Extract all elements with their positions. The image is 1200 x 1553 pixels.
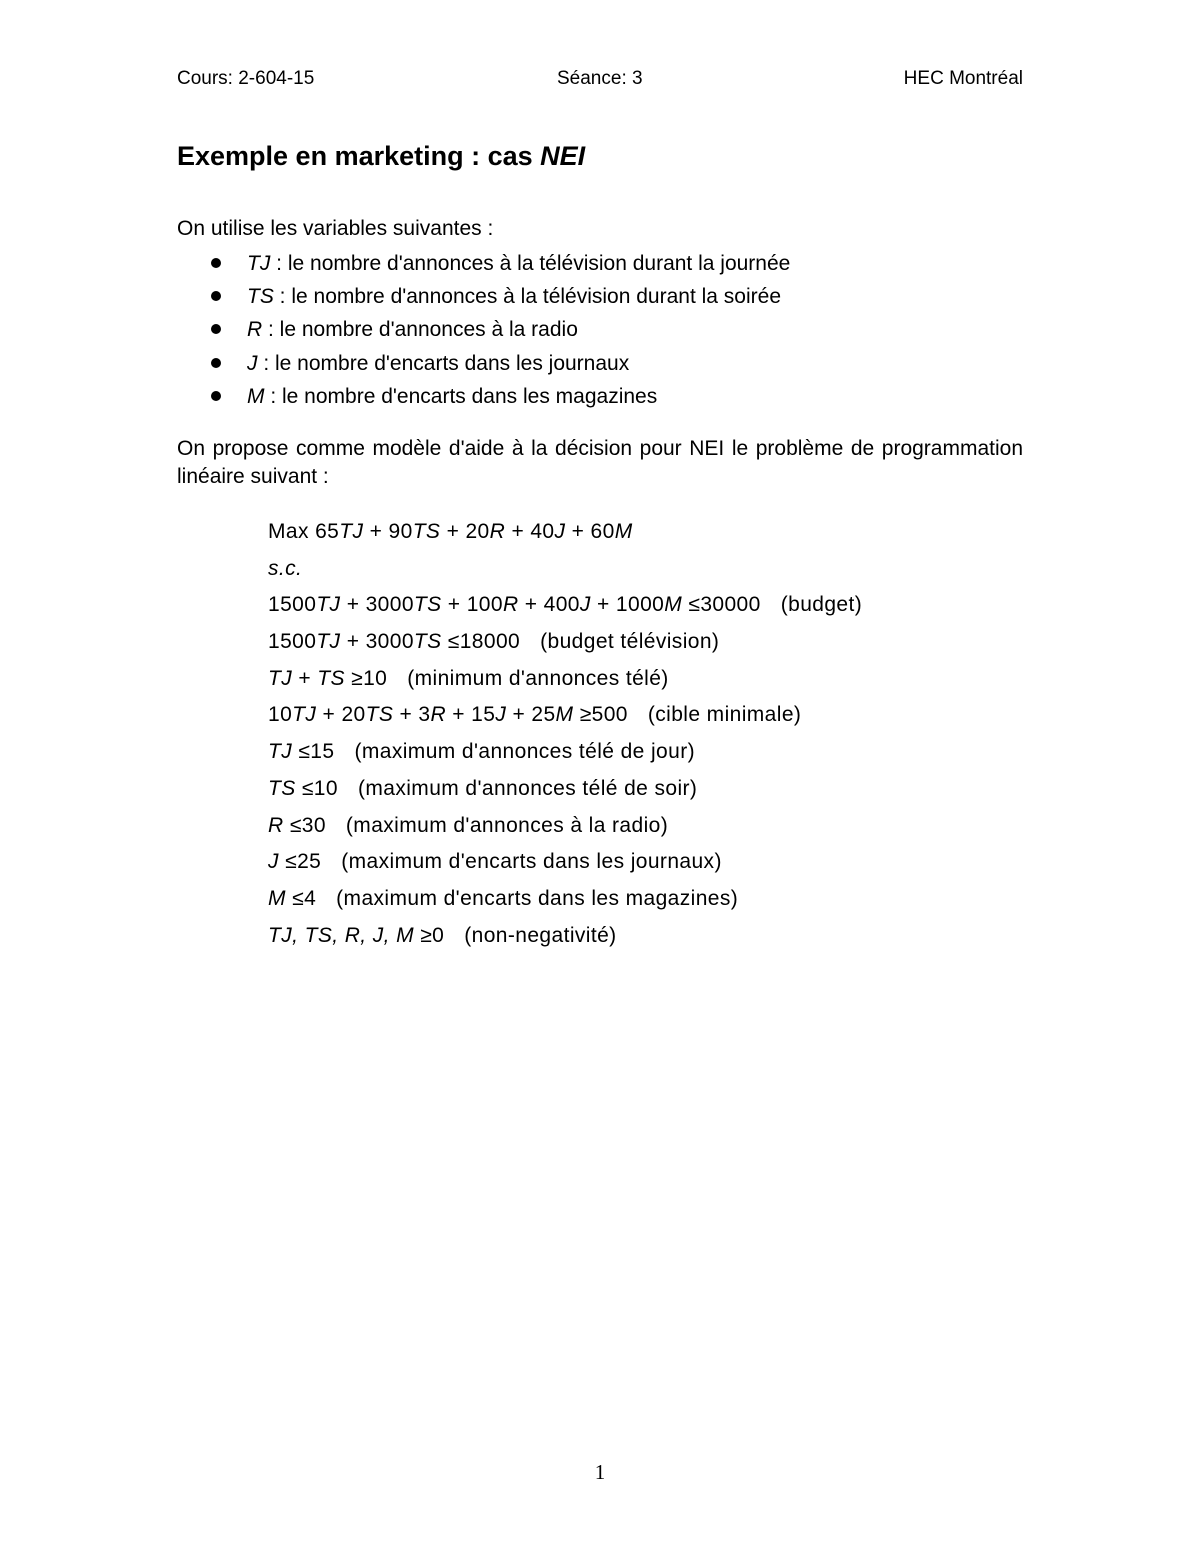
page-title bbox=[177, 141, 585, 172]
expr-term: ≤18000 bbox=[441, 630, 521, 654]
variable-description: : le nombre d'annonces à la télévision durant la journée bbox=[270, 252, 791, 275]
expr-term: + 1000 bbox=[590, 593, 665, 617]
expr-term: + 3 bbox=[393, 703, 431, 727]
expr-term: M bbox=[614, 520, 633, 543]
expr-term: ≥500 bbox=[573, 703, 628, 727]
variable-description: : le nombre d'encarts dans les journaux bbox=[257, 351, 630, 375]
expr-term: ≤25 bbox=[278, 850, 322, 874]
variable-item bbox=[177, 249, 790, 282]
expr-term: TJ bbox=[339, 520, 364, 543]
expr-term: J bbox=[268, 850, 279, 874]
expr-term: + 15 bbox=[446, 703, 496, 727]
expr-term: ≤30000 bbox=[682, 593, 761, 617]
constraint-line bbox=[268, 699, 862, 736]
constraint-line bbox=[268, 736, 862, 773]
variable-item bbox=[177, 382, 790, 415]
constraint-note: (cible minimale) bbox=[647, 703, 802, 727]
expr-term: ≥0 bbox=[414, 923, 445, 947]
bullet-icon bbox=[211, 324, 221, 334]
expr-term: + 20 bbox=[316, 703, 366, 727]
expr-term: M bbox=[555, 703, 574, 727]
expr-term: ≤30 bbox=[283, 813, 326, 837]
expr-term: R bbox=[502, 593, 519, 617]
expr-term: TJ bbox=[292, 703, 317, 727]
title-prefix: Exemple en marketing : cas bbox=[177, 141, 541, 171]
expr-term: R bbox=[430, 703, 447, 727]
constraint-line bbox=[268, 883, 862, 920]
constraint-note: (maximum d'annonces télé de jour) bbox=[354, 740, 695, 764]
expr-term: + 100 bbox=[441, 593, 503, 617]
variable-symbol: J bbox=[247, 351, 258, 375]
expr-term: + 20 bbox=[440, 520, 490, 543]
constraint-note: (maximum d'annonces à la radio) bbox=[345, 813, 669, 837]
expr-term: M bbox=[268, 886, 286, 910]
expr-term: TS bbox=[268, 776, 296, 800]
expr-term: J bbox=[554, 520, 566, 543]
expr-term: + 400 bbox=[518, 593, 580, 617]
bullet-icon bbox=[211, 391, 221, 401]
expr-term: TS bbox=[412, 520, 441, 543]
expr-term: TS bbox=[365, 703, 394, 727]
expr-term: R bbox=[489, 520, 506, 543]
expr-term: + 90 bbox=[363, 520, 413, 543]
constraint-note: (maximum d'annonces télé de soir) bbox=[357, 776, 698, 800]
expr-term: + 60 bbox=[565, 520, 615, 543]
variable-item bbox=[177, 349, 790, 382]
expr-term: ≥10 bbox=[344, 666, 388, 690]
intro-text: On utilise les variables suivantes : bbox=[177, 217, 494, 240]
model-description: On propose comme modèle d'aide à la décision pour NEI le problème de programmation linéaire suivant : bbox=[177, 437, 1023, 488]
page-header bbox=[177, 68, 1023, 94]
subject-to-label bbox=[268, 553, 862, 590]
expr-term: + 3000 bbox=[340, 630, 414, 654]
expr-term: TJ bbox=[268, 666, 293, 690]
expr-term: ≤15 bbox=[292, 740, 335, 764]
variable-symbol: M bbox=[247, 384, 265, 408]
variable-item bbox=[177, 282, 790, 315]
expr-term: 1500 bbox=[268, 630, 317, 654]
constraint-line bbox=[268, 810, 862, 847]
subject-to-text: s.c. bbox=[268, 556, 303, 580]
constraint-line bbox=[268, 846, 862, 883]
header-session: Séance: 3 bbox=[557, 68, 643, 89]
expr-term: TS bbox=[413, 630, 442, 654]
expr-term: TS bbox=[413, 593, 442, 617]
expr-term: M bbox=[664, 593, 683, 617]
title-case-name: NEI bbox=[540, 141, 586, 171]
expr-term: J bbox=[579, 593, 591, 617]
expr-term: Max 65 bbox=[268, 520, 340, 543]
bullet-icon bbox=[211, 358, 221, 368]
expr-term: R bbox=[268, 813, 284, 837]
expr-term: TJ bbox=[316, 630, 341, 654]
constraint-note: (non-negativité) bbox=[464, 923, 617, 947]
expr-term: TJ bbox=[316, 593, 341, 617]
constraint-note: (maximum d'encarts dans les magazines) bbox=[336, 886, 739, 910]
expr-term: 1500 bbox=[268, 593, 317, 617]
constraint-note: (budget) bbox=[780, 593, 863, 617]
expr-term: + 25 bbox=[506, 703, 556, 727]
expr-term: + bbox=[292, 666, 318, 690]
constraint-note: (minimum d'annonces télé) bbox=[407, 666, 669, 690]
constraint-line bbox=[268, 920, 862, 957]
expr-term: ≤4 bbox=[285, 886, 317, 910]
variable-symbol: R bbox=[247, 318, 263, 342]
objective-function bbox=[268, 516, 862, 553]
expr-term: + 3000 bbox=[340, 593, 414, 617]
expr-term: TJ, TS, R, J, M bbox=[268, 923, 414, 947]
bullet-icon bbox=[211, 291, 221, 301]
expr-term: TJ bbox=[268, 740, 293, 764]
variable-description: : le nombre d'annonces à la radio bbox=[262, 318, 578, 342]
bullet-icon bbox=[211, 258, 221, 268]
expr-term: J bbox=[495, 703, 507, 727]
page-number: 1 bbox=[594, 1460, 606, 1484]
constraint-line bbox=[268, 773, 862, 810]
header-institution: HEC Montréal bbox=[903, 68, 1023, 89]
linear-program-model bbox=[268, 516, 862, 956]
variables-list bbox=[177, 249, 790, 415]
variable-item bbox=[177, 315, 790, 348]
constraint-line bbox=[268, 626, 862, 663]
constraint-line bbox=[268, 663, 862, 700]
expr-term: 10 bbox=[268, 703, 293, 727]
variable-description: : le nombre d'annonces à la télévision durant la soirée bbox=[273, 285, 781, 309]
header-course: Cours: 2-604-15 bbox=[177, 68, 315, 89]
expr-term: TS bbox=[317, 666, 345, 690]
constraint-note: (budget télévision) bbox=[540, 630, 720, 654]
constraint-line bbox=[268, 589, 862, 626]
expr-term: + 40 bbox=[505, 520, 555, 543]
variable-symbol: TS bbox=[247, 285, 274, 309]
variable-symbol: TJ bbox=[247, 252, 271, 275]
constraint-note: (maximum d'encarts dans les journaux) bbox=[341, 850, 722, 874]
variable-description: : le nombre d'encarts dans les magazines bbox=[264, 384, 658, 408]
expr-term: ≤10 bbox=[295, 776, 338, 800]
